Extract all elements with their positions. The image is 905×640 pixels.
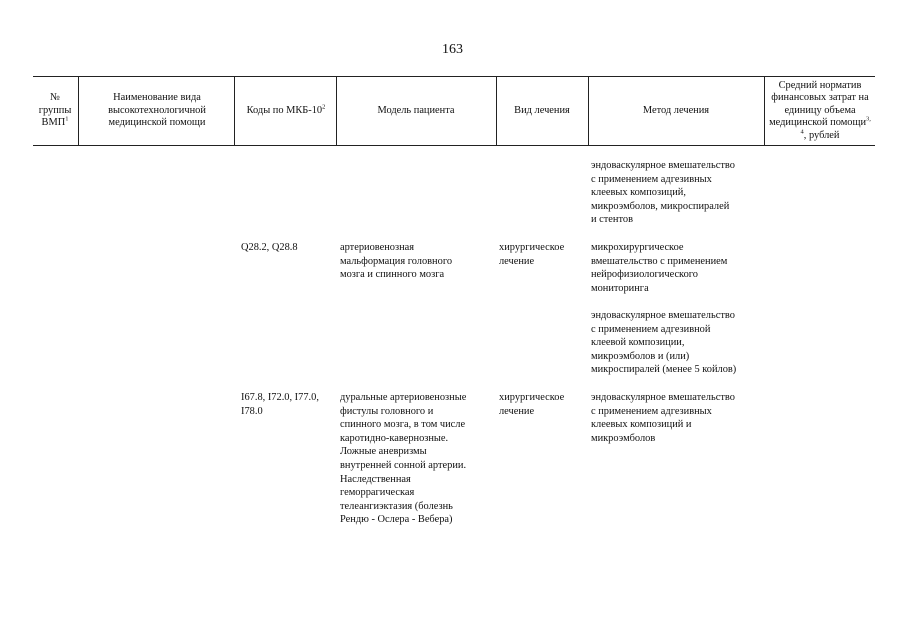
row-1-treatment-method: эндоваскулярное вмешательство с применением адгезивных клеевых композиций, микроэмболов, микроспиралей и стентов	[591, 160, 735, 226]
header-group-text: № группы ВМП	[38, 92, 72, 129]
header-patient-model-text: Модель пациента	[377, 104, 455, 116]
footnote-1: 1	[65, 115, 69, 123]
header-cost-norm-text: Средний норматив финансовых затрат на единицу объема медицинской помощи	[769, 79, 869, 129]
header-treatment-type	[498, 76, 586, 146]
row-2-patient-model: артериовенозная мальформация головного мозга и спинного мозга	[340, 242, 453, 281]
row-2-treatment-method-alt: эндоваскулярное вмешательство с применением адгезивной клеевой композиции, микроэмболов и (или) микроспиралей (менее 5 койлов)	[591, 310, 737, 376]
footnote-2: 2	[322, 103, 326, 111]
header-treatment-method	[590, 76, 762, 146]
header-patient-model	[338, 76, 494, 146]
row-2-icd-codes: Q28.2, Q28.8	[241, 242, 298, 253]
column-divider	[496, 76, 497, 146]
column-divider	[336, 76, 337, 146]
header-care-name-text: Наименование вида высокотехнологичной медицинской помощи	[108, 92, 206, 129]
header-treatment-type-text: Вид лечения	[514, 104, 570, 116]
footnote-3-4: 3, 4	[800, 115, 871, 136]
header-care-name	[88, 76, 226, 146]
page-number: 163	[442, 42, 463, 57]
header-cost-norm	[766, 76, 874, 146]
column-divider	[234, 76, 235, 146]
header-icd-codes	[236, 76, 336, 146]
header-treatment-method-text: Метод лечения	[642, 104, 710, 116]
column-divider	[78, 76, 79, 146]
row-2-treatment-type: хирургическое лечение	[499, 242, 565, 267]
row-3-treatment-method: эндоваскулярное вмешательство с применением адгезивных клеевых композиций и микроэмболов	[591, 392, 735, 444]
column-divider	[764, 76, 765, 146]
row-3-icd-codes: I67.8, I72.0, I77.0, I78.0	[241, 392, 319, 417]
column-divider	[588, 76, 589, 146]
header-cost-norm-unit: , рублей	[803, 129, 840, 141]
row-3-patient-model: дуральные артериовенозные фистулы головного и спинного мозга, в том числе каротидно-кавернозные. Ложные аневризмы внутренней сонной артерии. Наследственная геморрагическая телеангиэктазия (болезнь Рендю - Ослера - Вебера)	[340, 392, 467, 526]
row-3-treatment-type: хирургическое лечение	[499, 392, 565, 417]
header-group-number	[33, 76, 77, 146]
row-2-treatment-method: микрохирургическое вмешательство с применением нейрофизиологического мониторинга	[591, 242, 728, 294]
header-icd-codes-text: Коды по МКБ-10	[246, 104, 323, 116]
